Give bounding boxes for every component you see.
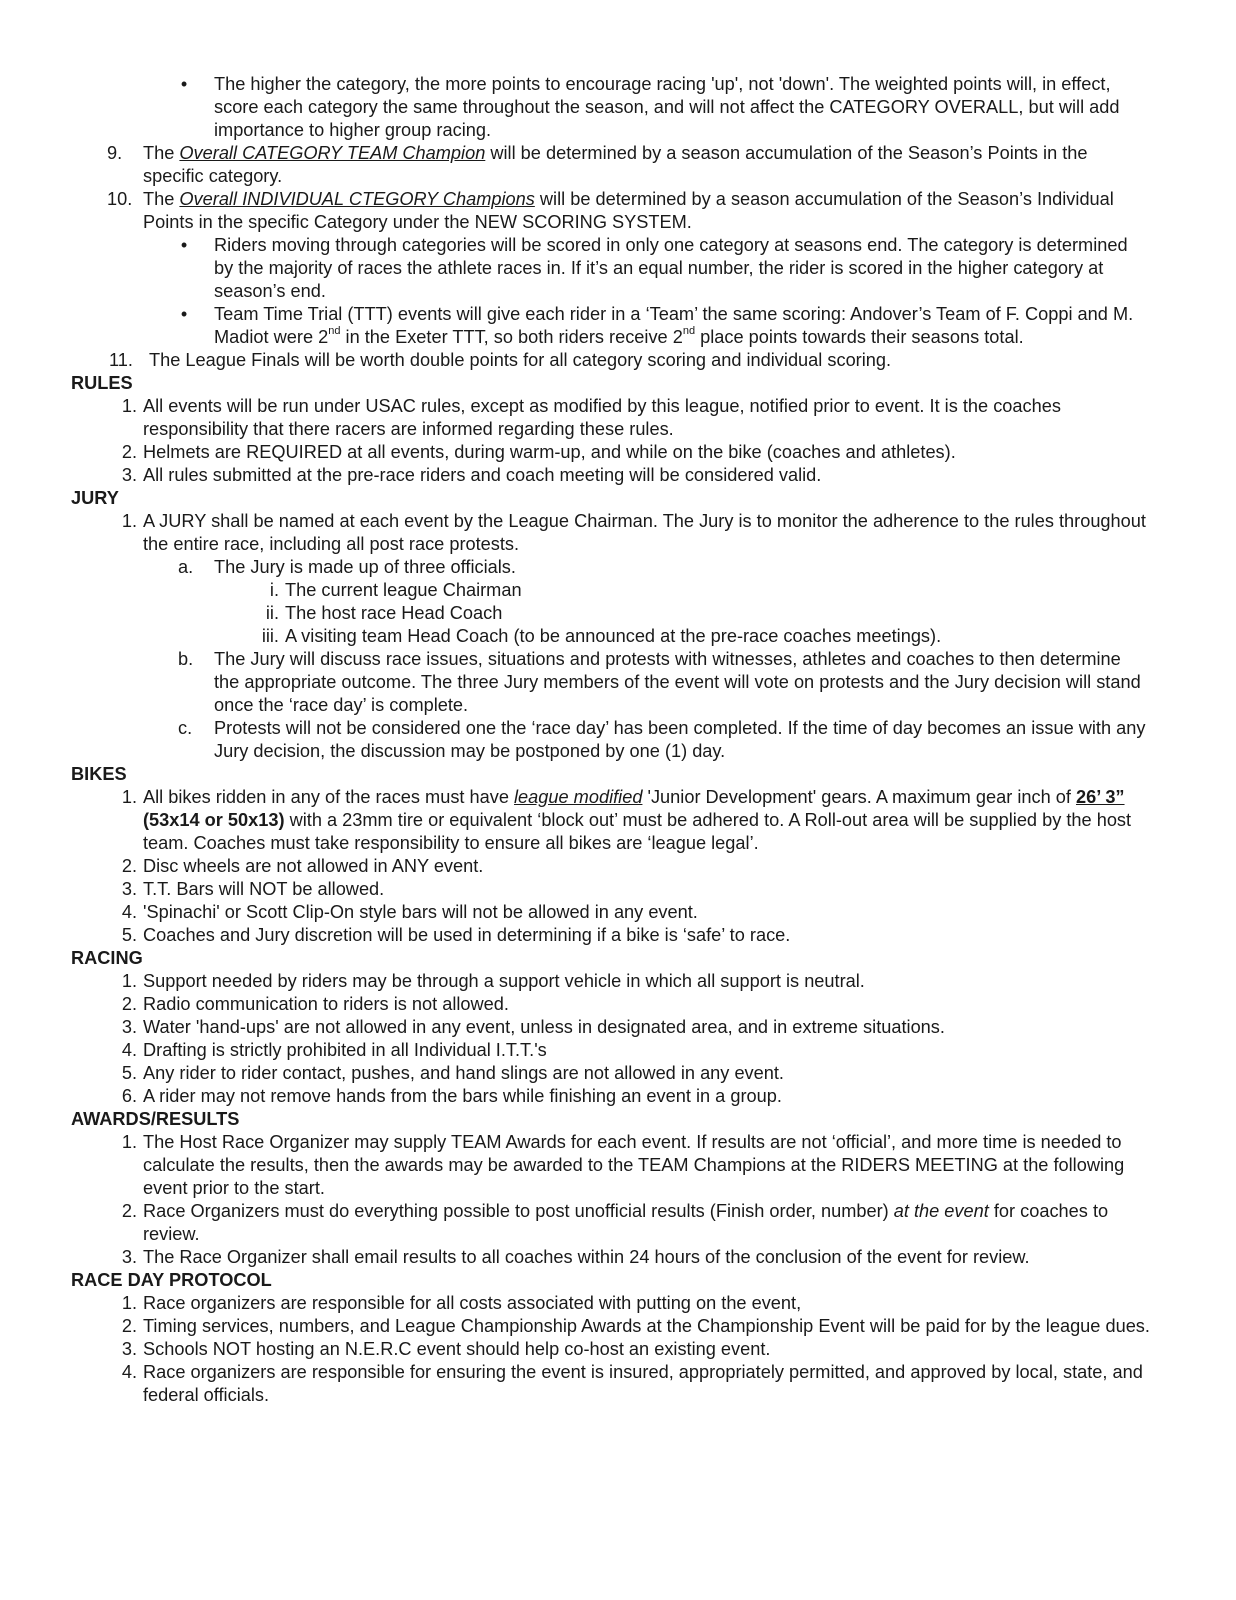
list-number: 4.: [121, 1040, 137, 1060]
list-number: 1.: [121, 1132, 137, 1152]
list-number: 1.: [121, 787, 137, 807]
page-content: [71, 73, 1151, 1407]
list-item: [71, 1016, 1151, 1039]
list-number: 3.: [121, 879, 137, 899]
list-item: [71, 1200, 1151, 1246]
list-number: 1.: [121, 396, 137, 416]
list-item: [71, 349, 1151, 372]
list-item: [71, 786, 1151, 855]
list-item-text: will be determined by a season accumulation of the Season’s Individual Points in the specific Category under the NEW SCORING SYSTEM.: [143, 189, 1114, 232]
list-roman: iii.: [261, 626, 279, 646]
list-item-text: All bikes ridden in any of the races must have: [143, 787, 515, 807]
list-number: 11.: [109, 350, 133, 370]
list-number: 3.: [121, 465, 137, 485]
list-item-text: Disc wheels are not allowed in ANY event.: [143, 856, 484, 876]
list-item-text: will be determined by a season accumulation of the Season’s Points in the specific category.: [143, 143, 1088, 186]
list-item-text: The: [143, 143, 180, 163]
list-item-text: Race Organizers must do everything possible to post unofficial results (Finish order, number): [143, 1201, 894, 1221]
list-item: [71, 924, 1151, 947]
list-item: [71, 395, 1151, 441]
list-item-text: T.T. Bars will NOT be allowed.: [143, 879, 385, 899]
list-number: 4.: [121, 1362, 137, 1382]
list-item-text: All events will be run under USAC rules, except as modified by this league, notified prior to event. It is the coaches responsibility that there racers are informed regarding these rules.: [143, 396, 1061, 439]
section-heading-awards-results: AWARDS/RESULTS: [71, 1109, 240, 1129]
list-item-text: The Race Organizer shall email results to all coaches within 24 hours of the conclusion of the event for review.: [143, 1247, 1030, 1267]
emphasis-text: at the event: [893, 1201, 989, 1221]
list-item-text: Schools NOT hosting an N.E.R.C event should help co-host an existing event.: [143, 1339, 771, 1359]
list-item-text: Helmets are REQUIRED at all events, during warm-up, and while on the bike (coaches and athletes).: [143, 442, 956, 462]
list-item-text: Riders moving through categories will be scored in only one category at seasons end. The category is determined by the majority of races the athlete races in. If it’s an equal number, the rider is scored in the higher category at season’s end.: [214, 235, 1128, 301]
list-item-text: Support needed by riders may be through a support vehicle in which all support is neutral.: [143, 971, 865, 991]
list-number: 5.: [121, 1063, 137, 1083]
list-number: 2.: [121, 1201, 137, 1221]
list-item-text: A JURY shall be named at each event by the League Chairman. The Jury is to monitor the adherence to the rules throughout the entire race, including all post race protests.: [143, 511, 1146, 554]
list-number: 1.: [121, 511, 137, 531]
list-item-text: Protests will not be considered one the ‘race day’ has been completed. If the time of day becomes an issue with any Jury decision, the discussion may be postponed by one (1) day.: [214, 718, 1146, 761]
list-item: [71, 1315, 1151, 1338]
list-item-text: place points towards their seasons total.: [695, 327, 1024, 347]
list-item: [71, 73, 1151, 142]
section-heading-racing: RACING: [71, 948, 143, 968]
list-item-text: The Jury will discuss race issues, situations and protests with witnesses, athletes and coaches to then determine the appropriate outcome. The three Jury members of the event will vote on protests and the Jury decision will stand once the ‘race day’ is complete.: [214, 649, 1141, 715]
list-number: 4.: [121, 902, 137, 922]
list-number: 2.: [121, 994, 137, 1014]
list-item: [71, 1085, 1151, 1108]
list-roman: i.: [269, 580, 279, 600]
list-item: [71, 1246, 1151, 1269]
list-item-text: The: [143, 189, 180, 209]
list-roman: ii.: [265, 603, 279, 623]
ordinal-suffix: nd: [682, 324, 696, 337]
bullet-marker: •: [180, 235, 188, 255]
list-item-text: 'Junior Development' gears. A maximum gear inch of: [642, 787, 1076, 807]
bullet-marker: •: [180, 74, 188, 94]
list-item: [71, 556, 1151, 579]
list-item: [71, 1338, 1151, 1361]
section-heading-race-day-protocol: RACE DAY PROTOCOL: [71, 1270, 272, 1290]
list-item-text: The Host Race Organizer may supply TEAM Awards for each event. If results are not ‘official’, and more time is needed to calculate the results, then the awards may be awarded to the TEAM Champions at the RIDERS MEETING at the following event prior to the start.: [143, 1132, 1125, 1198]
list-letter: a.: [178, 557, 194, 577]
list-item: [71, 602, 1151, 625]
list-item: [71, 142, 1151, 188]
list-number: 6.: [121, 1086, 137, 1106]
list-number: 9.: [107, 143, 123, 163]
list-item-text: The League Finals will be worth double points for all category scoring and individual scoring.: [149, 350, 892, 370]
list-item: [71, 970, 1151, 993]
list-item: [71, 510, 1151, 556]
list-item-text: All rules submitted at the pre-race riders and coach meeting will be considered valid.: [143, 465, 822, 485]
list-item-text: The host race Head Coach: [285, 603, 503, 623]
list-number: 2.: [121, 442, 137, 462]
list-item: [71, 441, 1151, 464]
list-item: [71, 464, 1151, 487]
list-number: 5.: [121, 925, 137, 945]
list-item-text: Race organizers are responsible for all costs associated with putting on the event,: [143, 1293, 802, 1313]
list-item-text: Radio communication to riders is not allowed.: [143, 994, 509, 1014]
list-item: [71, 855, 1151, 878]
league-modified-term: league modified: [514, 787, 643, 807]
list-item-text: 'Spinachi' or Scott Clip-On style bars will not be allowed in any event.: [143, 902, 698, 922]
list-item-text: Coaches and Jury discretion will be used in determining if a bike is ‘safe’ to race.: [143, 925, 791, 945]
list-item: [71, 1292, 1151, 1315]
list-item: [71, 1131, 1151, 1200]
list-number: 2.: [121, 1316, 137, 1336]
list-item-text: The current league Chairman: [285, 580, 522, 600]
list-item-text: A rider may not remove hands from the bars while finishing an event in a group.: [143, 1086, 782, 1106]
list-number: 3.: [121, 1017, 137, 1037]
list-item: [71, 1361, 1151, 1407]
list-item: [71, 579, 1151, 602]
ordinal-suffix: nd: [328, 324, 341, 337]
list-item-text: Team Time Trial (TTT) events will give each rider in a ‘Team’ the same scoring: Andover’s Team of F. Coppi and M. Madiot were 2: [214, 304, 1134, 347]
max-gear-value: 26’ 3”: [1075, 787, 1125, 807]
list-number: 1.: [121, 971, 137, 991]
list-item-text: Drafting is strictly prohibited in all Individual I.T.T.'s: [143, 1040, 547, 1060]
list-item-text: Timing services, numbers, and League Championship Awards at the Championship Event will be paid for by the league dues.: [143, 1316, 1150, 1336]
individual-category-champions-term: Overall INDIVIDUAL CTEGORY Champions: [179, 189, 535, 209]
list-item: [71, 993, 1151, 1016]
list-letter: b.: [178, 649, 194, 669]
list-number: 2.: [121, 856, 137, 876]
list-item-text: Water 'hand-ups' are not allowed in any event, unless in designated area, and in extreme situations.: [143, 1017, 945, 1037]
list-item-text: Race organizers are responsible for ensuring the event is insured, appropriately permitted, and approved by local, state, and federal officials.: [143, 1362, 1143, 1405]
section-heading-bikes: BIKES: [71, 764, 127, 784]
list-item-text: The higher the category, the more points to encourage racing 'up', not 'down'. The weighted points will, in effect, score each category the same throughout the season, and will not affect the CATEGORY OVERALL, but will add importance to higher group racing.: [214, 74, 1120, 140]
section-heading-rules: RULES: [71, 373, 133, 393]
list-item-text: in the Exeter TTT, so both riders receive 2: [340, 327, 683, 347]
list-item: [71, 234, 1151, 303]
list-item-text: Any rider to rider contact, pushes, and hand slings are not allowed in any event.: [143, 1063, 784, 1083]
list-item-text: The Jury is made up of three officials.: [214, 557, 516, 577]
list-number: 3.: [121, 1339, 137, 1359]
list-item: [71, 303, 1151, 349]
list-item: [71, 1062, 1151, 1085]
list-number: 3.: [121, 1247, 137, 1267]
list-item: [71, 878, 1151, 901]
bullet-marker: •: [180, 304, 188, 324]
list-item: [71, 717, 1151, 763]
list-item: [71, 188, 1151, 234]
gear-ratio-value: (53x14 or 50x13): [143, 810, 285, 830]
list-item: [71, 625, 1151, 648]
list-number: 10.: [107, 189, 133, 209]
list-item-text: with a 23mm tire or equivalent ‘block out’ must be adhered to. A Roll-out area will be supplied by the host team. Coaches must take responsibility to ensure all bikes are ‘league legal’.: [143, 810, 1132, 853]
list-item: [71, 901, 1151, 924]
list-letter: c.: [178, 718, 193, 738]
list-number: 1.: [121, 1293, 137, 1313]
list-item-text: for coaches to review.: [143, 1201, 1109, 1244]
list-item: [71, 1039, 1151, 1062]
category-team-champion-term: Overall CATEGORY TEAM Champion: [179, 143, 486, 163]
list-item-text: A visiting team Head Coach (to be announced at the pre-race coaches meetings).: [285, 626, 942, 646]
section-heading-jury: JURY: [71, 488, 119, 508]
list-item: [71, 648, 1151, 717]
